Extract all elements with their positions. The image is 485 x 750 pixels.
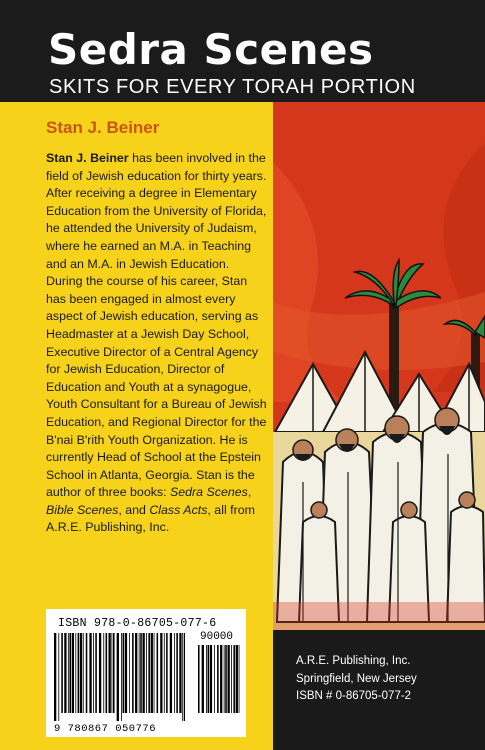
header-band bbox=[0, 0, 485, 102]
illustration-svg bbox=[273, 102, 485, 630]
book-title-1: Sedra Scenes bbox=[170, 485, 248, 500]
bio-separator: , and bbox=[118, 502, 150, 517]
ean-barcode bbox=[54, 633, 185, 721]
ean-digits: 9 780867 050776 bbox=[54, 723, 157, 735]
isbn-barcode-label: ISBN 978-0-86705-077-6 bbox=[58, 617, 217, 630]
book-title-2: Bible Scenes bbox=[46, 502, 119, 517]
author-name: Stan J. Beiner bbox=[46, 118, 160, 137]
publisher-isbn: ISBN # 0-86705-077-2 bbox=[296, 690, 412, 702]
publisher-info bbox=[296, 653, 417, 706]
bio-name: Stan J. Beiner bbox=[46, 151, 129, 165]
bio-separator: , bbox=[247, 485, 252, 500]
price-supplement-number: 90000 bbox=[200, 631, 234, 643]
cover-illustration bbox=[273, 102, 485, 630]
author-bio bbox=[46, 150, 268, 537]
bio-text-end: , all from A.R.E. Publishing, Inc. bbox=[46, 502, 255, 535]
bio-text: has been involved in the field of Jewish education for thirty years. After receiving a degree in Elementary Education from the University of Florida, he attended the University of Judaism, where he earned an M.A. in Teaching and an M.A. in Jewish Education. During the course of his career, Stan has been engaged in almost every aspect of Jewish education, serving as Headmaster at a Jewish Day School, Executive Director of a Central Agency for Jewish Education, Director of Education and Youth at a synagogue, Youth Consultant for a Bureau of Jewish Education, and Regional Director for the B'nai B'rith Youth Organization. He is currently Head of School at the Epstein School in Atlanta, Georgia. Stan is the author of three books: bbox=[46, 151, 267, 500]
supplement-barcode bbox=[198, 645, 240, 721]
book-title-3: Class Acts bbox=[149, 502, 208, 517]
publisher-location: Springfield, New Jersey bbox=[296, 672, 417, 685]
barcode-box bbox=[46, 609, 246, 737]
publisher-name: A.R.E. Publishing, Inc. bbox=[296, 655, 411, 667]
book-title: Sedra Scenes bbox=[48, 25, 374, 74]
book-subtitle: SKITS FOR EVERY TORAH PORTION bbox=[49, 76, 416, 98]
